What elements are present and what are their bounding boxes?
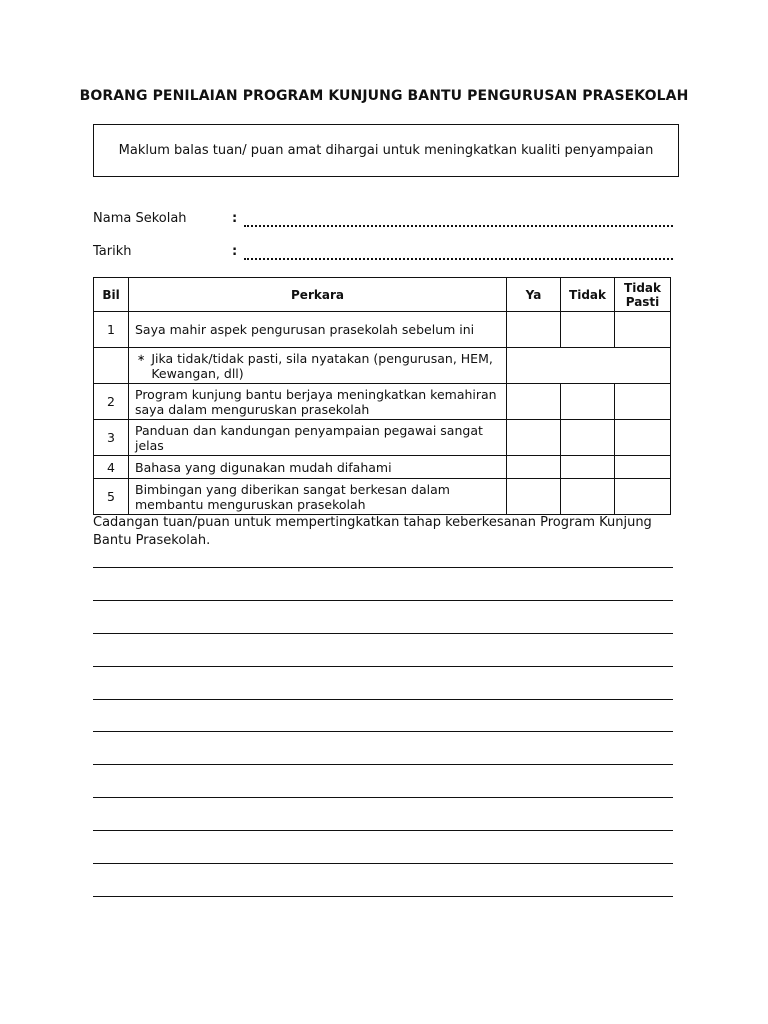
ya-answer-cell[interactable] <box>507 456 561 479</box>
evaluation-table <box>93 277 671 515</box>
suggestion-prompt: Cadangan tuan/puan untuk mempertingkatkan tahap keberkesanan Program Kunjung Bantu Prasekolah. <box>93 515 652 548</box>
tidak-answer-cell[interactable] <box>561 456 615 479</box>
table-row <box>94 479 671 515</box>
date-colon: : <box>232 244 238 259</box>
row-number: 2 <box>94 384 129 420</box>
row-statement: Saya mahir aspek pengurusan prasekolah sebelum ini <box>129 312 507 348</box>
suggestion-answer-line[interactable] <box>93 699 673 700</box>
row-statement-note <box>129 348 507 384</box>
tidak-answer-cell[interactable] <box>561 312 615 348</box>
tidak-pasti-answer-cell[interactable] <box>615 479 671 515</box>
ya-answer-cell[interactable] <box>507 312 561 348</box>
suggestion-answer-line[interactable] <box>93 863 673 864</box>
school-name-colon: : <box>232 211 238 226</box>
tidak-answer-cell[interactable] <box>561 479 615 515</box>
ya-answer-cell[interactable] <box>507 479 561 515</box>
header-perkara: Perkara <box>129 278 507 312</box>
school-name-dotted-line[interactable] <box>244 225 673 227</box>
header-ya: Ya <box>507 278 561 312</box>
school-name-label: Nama Sekolah <box>93 211 187 226</box>
suggestion-answer-line[interactable] <box>93 567 673 568</box>
row-number: 3 <box>94 420 129 456</box>
date-label: Tarikh <box>93 244 132 259</box>
feedback-notice-box <box>93 124 679 177</box>
row-statement: Program kunjung bantu berjaya meningkatkan kemahiran saya dalam menguruskan prasekolah <box>129 384 507 420</box>
asterisk-bullet-icon: ∗ <box>137 352 146 364</box>
suggestion-answer-line[interactable] <box>93 600 673 601</box>
school-name-field[interactable] <box>93 211 673 231</box>
table-row <box>94 456 671 479</box>
tidak-pasti-answer-cell[interactable] <box>615 420 671 456</box>
note-text: Jika tidak/tidak pasti, sila nyatakan (pengurusan, HEM, Kewangan, dll) <box>151 350 493 381</box>
table-row <box>94 384 671 420</box>
row-statement: Bahasa yang digunakan mudah difahami <box>129 456 507 479</box>
suggestion-answer-line[interactable] <box>93 797 673 798</box>
table-row <box>94 312 671 348</box>
suggestion-answer-line[interactable] <box>93 666 673 667</box>
tidak-pasti-answer-cell[interactable] <box>615 456 671 479</box>
row-statement: Panduan dan kandungan penyampaian pegawai sangat jelas <box>129 420 507 456</box>
table-row <box>94 420 671 456</box>
header-bil: Bil <box>94 278 129 312</box>
suggestion-answer-line[interactable] <box>93 633 673 634</box>
row-number: 4 <box>94 456 129 479</box>
feedback-notice-text: Maklum balas tuan/ puan amat dihargai untuk meningkatkan kualiti penyampaian <box>118 143 654 158</box>
suggestion-answer-line[interactable] <box>93 830 673 831</box>
tidak-pasti-answer-cell[interactable] <box>615 384 671 420</box>
header-tidak: Tidak <box>561 278 615 312</box>
table-row-note <box>94 348 671 384</box>
suggestion-answer-line[interactable] <box>93 896 673 897</box>
suggestion-answer-line[interactable] <box>93 731 673 732</box>
date-field[interactable] <box>93 244 673 264</box>
header-tidak-pasti: Tidak Pasti <box>615 278 671 312</box>
date-dotted-line[interactable] <box>244 258 673 260</box>
ya-answer-cell[interactable] <box>507 384 561 420</box>
tidak-answer-cell[interactable] <box>561 420 615 456</box>
form-title: BORANG PENILAIAN PROGRAM KUNJUNG BANTU PENGURUSAN PRASEKOLAH <box>79 88 689 104</box>
tidak-answer-cell[interactable] <box>561 384 615 420</box>
table-header-row <box>94 278 671 312</box>
row-number: 5 <box>94 479 129 515</box>
suggestion-answer-line[interactable] <box>93 764 673 765</box>
ya-answer-cell[interactable] <box>507 420 561 456</box>
row-number <box>94 348 129 384</box>
tidak-pasti-answer-cell[interactable] <box>615 312 671 348</box>
note-answer-cell[interactable] <box>507 348 671 384</box>
row-number: 1 <box>94 312 129 348</box>
row-statement: Bimbingan yang diberikan sangat berkesan dalam membantu menguruskan prasekolah <box>129 479 507 515</box>
